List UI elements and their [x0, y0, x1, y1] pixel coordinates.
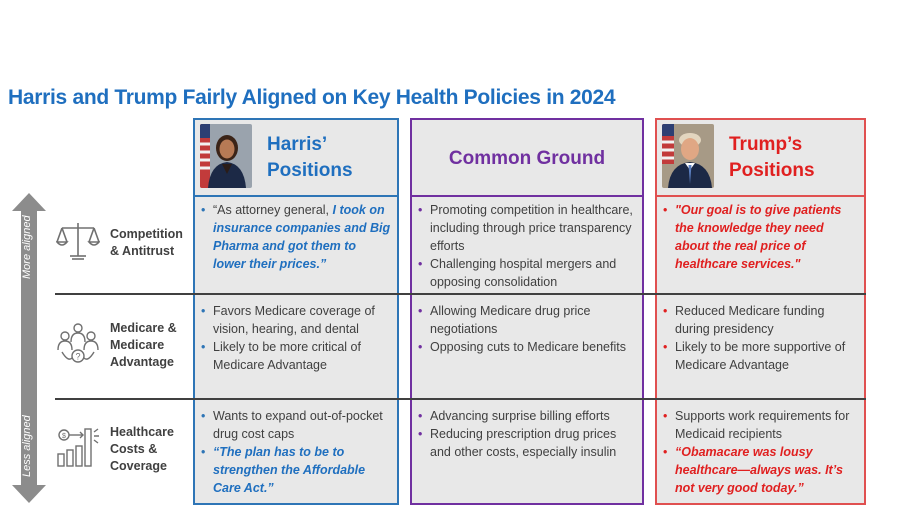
common-competition-cell [412, 199, 642, 295]
bullet [662, 201, 858, 273]
trump-column [655, 118, 866, 505]
people-question-icon [56, 322, 100, 366]
harris-costs-cell [195, 405, 397, 503]
harris-title-line: Harris’ [267, 134, 328, 155]
trump-quote: "Our goal is to give patients the knowledge they need about the real price of healthcare services." [675, 203, 842, 271]
trump-medicare-cell [657, 300, 864, 400]
harris-title-line: Positions [267, 160, 353, 181]
category-label-line: Competition [110, 227, 183, 241]
bullet: • Favors Medicare coverage of vision, hearing, and dental [200, 302, 391, 338]
bullet: • Promoting competition in healthcare, including through price transparency efforts [417, 201, 636, 255]
category-label-line: Medicare [110, 338, 165, 352]
bullet [662, 443, 858, 497]
harris-competition-cell [195, 199, 397, 295]
harris-medicare-cell [195, 300, 397, 400]
less-aligned-label: Less aligned [21, 415, 33, 477]
cost-cap-chart-icon [56, 426, 100, 470]
common-ground-header [412, 120, 642, 197]
bullet: • Opposing cuts to Medicare benefits [417, 338, 636, 356]
harris-column [193, 118, 399, 505]
alignment-axis-arrow [12, 193, 46, 503]
trump-header [657, 120, 864, 197]
category-label-line: Medicare & [110, 321, 177, 335]
bullet: • Wants to expand out-of-pocket drug cost caps [200, 407, 391, 443]
bullet: • Likely to be more critical of Medicare Advantage [200, 338, 391, 374]
category-label-line: Costs & [110, 442, 158, 456]
harris-quote: I took on insurance companies and Big Pharma and got them to lower their prices [213, 203, 391, 271]
trump-portrait [662, 124, 714, 188]
category-label-line: Coverage [110, 459, 167, 473]
harris-header [195, 120, 397, 197]
common-ground-title: Common Ground [448, 148, 606, 169]
category-medicare [56, 318, 194, 378]
bullet: • Supports work requirements for Medicaid recipients [662, 407, 858, 443]
harris-quote: “The plan has to be to strengthen the Affordable Care Act.” [213, 445, 366, 495]
bullet: • Challenging hospital mergers and opposing consolidation [417, 255, 636, 291]
bullet: • “As attorney general, I took on insurance companies and Big Pharma and got them to lower their prices.” [200, 201, 391, 273]
trump-title-line: Trump’s [729, 134, 803, 155]
bullet: • Reducing prescription drug prices and other costs, especially insulin [417, 425, 636, 461]
bullet: • Allowing Medicare drug price negotiations [417, 302, 636, 338]
category-label-line: & Antitrust [110, 244, 175, 258]
category-label-line: Advantage [110, 355, 174, 369]
svg-text:$: $ [62, 433, 66, 440]
harris-portrait [200, 124, 252, 188]
category-label-line: Healthcare [110, 425, 174, 439]
more-aligned-label: More aligned [21, 215, 33, 279]
trump-costs-cell [657, 405, 864, 503]
category-competition [56, 212, 194, 272]
trump-title-line: Positions [729, 160, 815, 181]
category-costs [56, 420, 194, 480]
scales-of-justice-icon [56, 218, 100, 262]
svg-text:?: ? [75, 351, 81, 362]
bullet: • Advancing surprise billing efforts [417, 407, 636, 425]
row-divider [55, 398, 866, 400]
bullet: • Reduced Medicare funding during presidency [662, 302, 858, 338]
common-medicare-cell [412, 300, 642, 400]
common-costs-cell [412, 405, 642, 503]
trump-quote: “Obamacare was lousy healthcare—always was. It’s not very good today.” [675, 445, 843, 495]
page-title: Harris and Trump Fairly Aligned on Key Health Policies in 2024 [8, 86, 616, 109]
common-ground-column [410, 118, 644, 505]
bullet [200, 443, 391, 497]
bullet: • Likely to be more supportive of Medicare Advantage [662, 338, 858, 374]
trump-competition-cell [657, 199, 864, 295]
row-divider [55, 293, 866, 295]
